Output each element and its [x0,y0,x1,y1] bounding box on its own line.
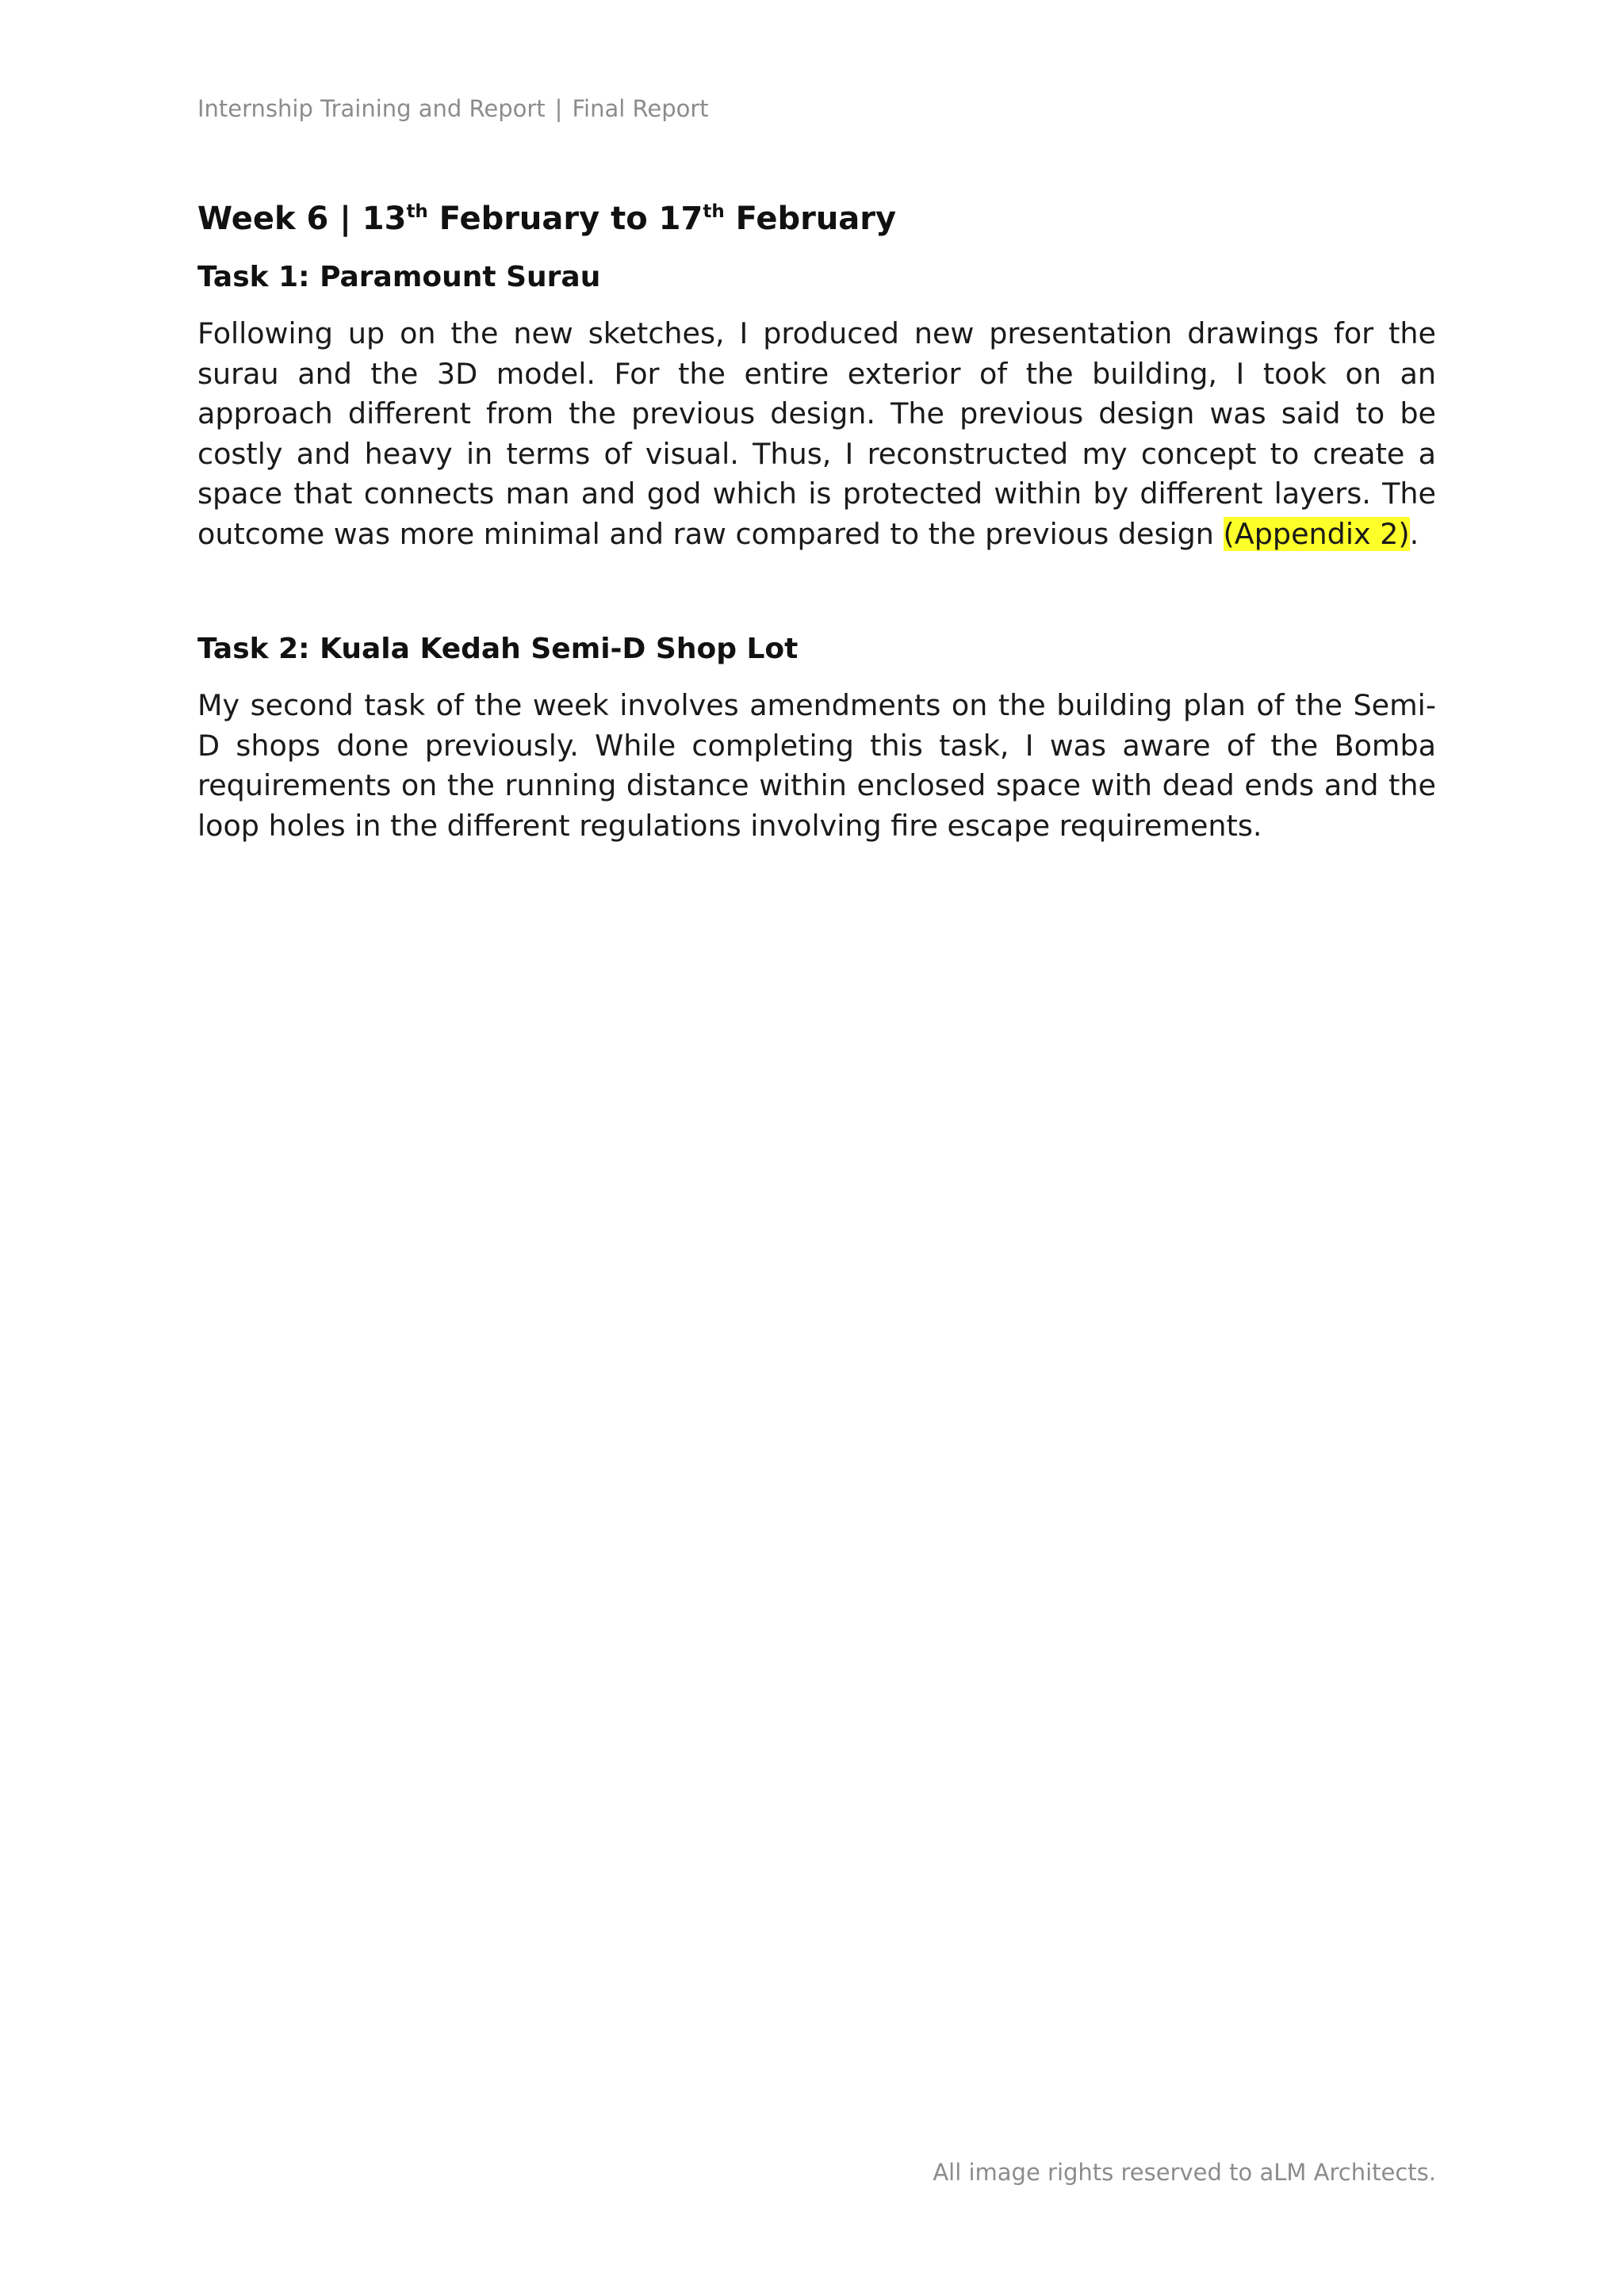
task2-paragraph: My second task of the week involves amendments on the building plan of the Semi-D shops done previously. While completing this task, I was aware of the Bomba requirements on the running distance within enclosed space with dead ends and the loop holes in the different regulations involving fire escape requirements. [197,688,1436,843]
page-content [197,193,1436,846]
task2-title: Task 2: Kuala Kedah Semi-D Shop Lot [197,633,799,665]
task1-title: Task 1: Paramount Surau [197,261,601,293]
header-left-text: Internship Training and Report [197,95,546,122]
header-right-text: Final Report [572,95,709,122]
page-footer: All image rights reserved to aLM Architects. [933,2159,1436,2186]
week-title-prefix: Week 6 | 13 [197,201,407,237]
header-separator: | [554,95,563,122]
week-title [197,193,1436,244]
appendix-reference-highlight: (Appendix 2) [1223,516,1410,551]
task1-paragraph [197,314,1436,554]
task1-body: Following up on the new sketches, I produced new presentation drawings for the surau and the 3D model. For the entire exterior of the building, I took on an approach different from the previous design. The previous design was said to be costly and heavy in terms of visual. Thus, I reconstructed my concept to create a space that connects man and god which is protected within by different layers. The outcome was more minimal and raw compared to the previous design [197,316,1436,551]
week-title-sup-start: th [406,201,428,222]
week-title-sup-end: th [703,201,725,222]
task1-end: . [1409,516,1419,551]
page-header [197,95,709,122]
week-title-middle: February to 17 [427,201,703,237]
week-title-suffix: February [724,201,897,237]
